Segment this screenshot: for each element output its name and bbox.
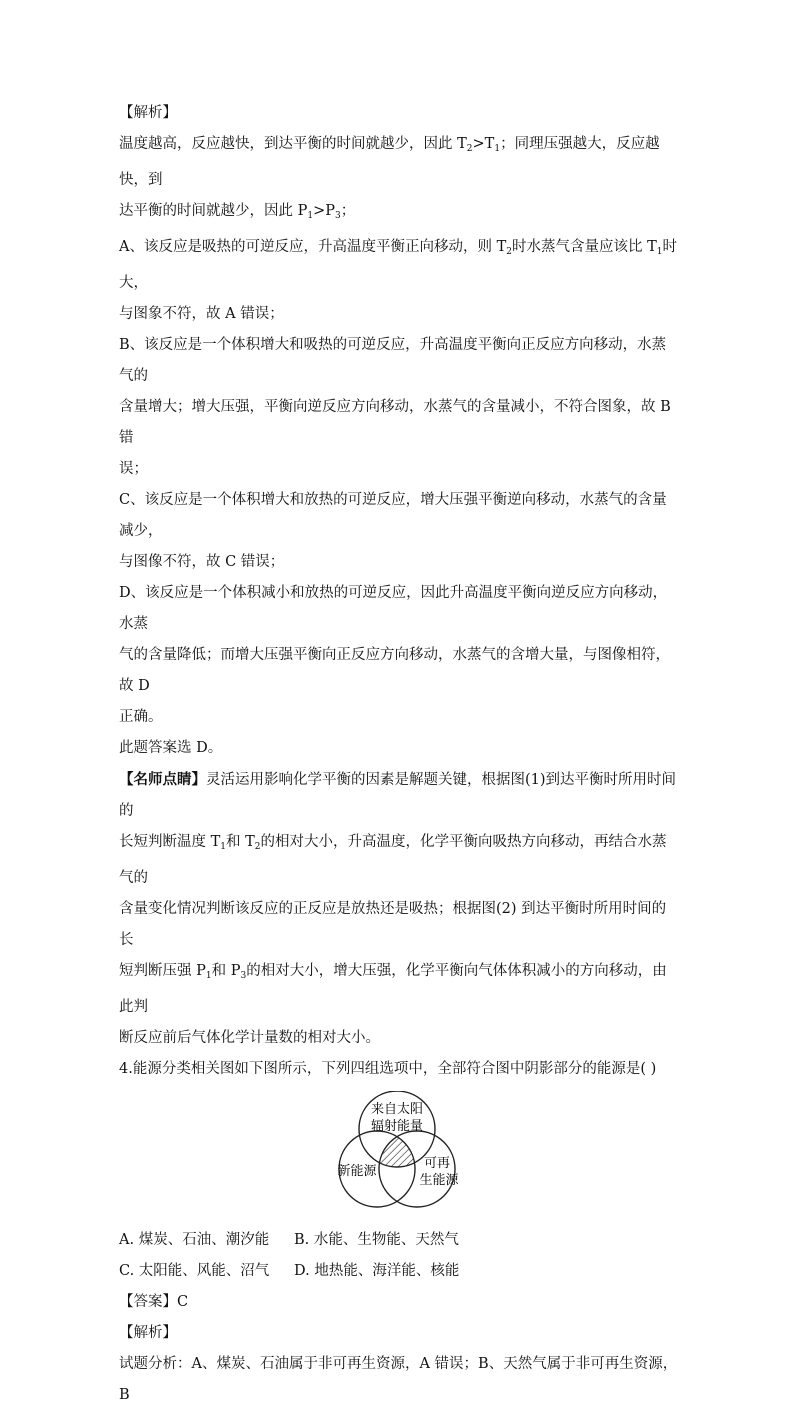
question-4-stem: 4.能源分类相关图如下图所示，下列四组选项中，全部符合图中阴影部分的能源是( ): [119, 1061, 657, 1077]
teacher-tip-label: 【名师点睛】: [119, 771, 206, 788]
option-c: C. 太阳能、风能、沼气: [119, 1263, 270, 1279]
option-d-explanation: D、该反应是一个体积减小和放热的可逆反应，因此升高温度平衡向逆反应方向移动，水蒸: [119, 585, 668, 632]
analysis-paragraph-line: 达平衡的时间就越少，因此 $P_1>P_3$；: [119, 203, 356, 221]
venn-label-top-1: 来自太阳: [370, 1102, 424, 1117]
venn-label-right-2: 生能源: [419, 1173, 459, 1188]
venn-diagram-svg: [325, 1091, 475, 1211]
option-b-explanation-cont: 误；: [119, 461, 148, 477]
venn-label-right-1: 可再: [423, 1156, 451, 1171]
option-c-explanation-cont: 与图像不符，故 C 错误；: [119, 554, 285, 570]
question-4-answer: 【答案】C: [119, 1294, 189, 1310]
option-b-explanation-cont: 含量增大；增大压强，平衡向逆反应方向移动，水蒸气的含量减小，不符合图象，故 B 错: [119, 399, 671, 446]
options-row-1: [119, 1225, 679, 1256]
options-row-2: [119, 1256, 679, 1287]
question-4-analysis-line: 试题分析：A、煤炭、石油属于非可再生资源，A 错误；B、天然气属于非可再生资源，B: [119, 1356, 678, 1403]
teacher-tip-line: 【名师点睛】灵活运用影响化学平衡的因素是解题关键，根据图(1)到达平衡时所用时间的: [119, 771, 677, 819]
option-a-explanation: A、该反应是吸热的可逆反应，升高温度平衡正向移动，则 $T_2$时水蒸气含量应该比 $T_1$时大，: [119, 239, 677, 291]
analysis-paragraph-line: 温度越高，反应越快，到达平衡的时间就越少，因此 $T_2>T_1$；同理压强越大，反应越快，到: [119, 136, 660, 188]
venn-label-left: 新能源: [337, 1164, 377, 1179]
option-b: B. 水能、生物能、天然气: [294, 1232, 459, 1248]
teacher-tip-line: 长短判断温度 $T_1$和 $T_2$的相对大小，升高温度，化学平衡向吸热方向移动，再结合水蒸气的: [119, 834, 667, 886]
option-a-explanation-cont: 与图象不符，故 A 错误；: [119, 306, 284, 322]
answer-statement: 此题答案选 D。: [119, 740, 223, 756]
teacher-tip-line: 断反应前后气体化学计量数的相对大小。: [119, 1030, 380, 1046]
option-c-explanation: C、该反应是一个体积增大和放热的可逆反应，增大压强平衡逆向移动，水蒸气的含量减少，: [119, 492, 667, 539]
option-d-explanation-cont: 气的含量降低；而增大压强平衡向正反应方向移动，水蒸气的含增大量，与图像相符，故 D: [119, 647, 670, 694]
option-a: A. 煤炭、石油、潮汐能: [119, 1232, 270, 1248]
analysis-heading: 【解析】: [119, 105, 177, 121]
document-page: [119, 98, 679, 1411]
teacher-tip-line: 含量变化情况判断该反应的正反应是放热还是吸热；根据图(2) 到达平衡时所用时间的长: [119, 901, 667, 948]
venn-diagram: [119, 1091, 679, 1211]
question-4-analysis-heading: 【解析】: [119, 1325, 177, 1341]
teacher-tip-line: 短判断压强 $P_1$和 $P_3$的相对大小，增大压强，化学平衡向气体体积减小的方向移动，由此判: [119, 963, 667, 1015]
option-b-explanation: B、该反应是一个体积增大和吸热的可逆反应，升高温度平衡向正反应方向移动，水蒸气的: [119, 337, 667, 384]
venn-label-top-2: 辐射能量: [370, 1119, 424, 1134]
option-d-explanation-cont: 正确。: [119, 709, 163, 725]
option-d: D. 地热能、海洋能、核能: [294, 1263, 460, 1279]
